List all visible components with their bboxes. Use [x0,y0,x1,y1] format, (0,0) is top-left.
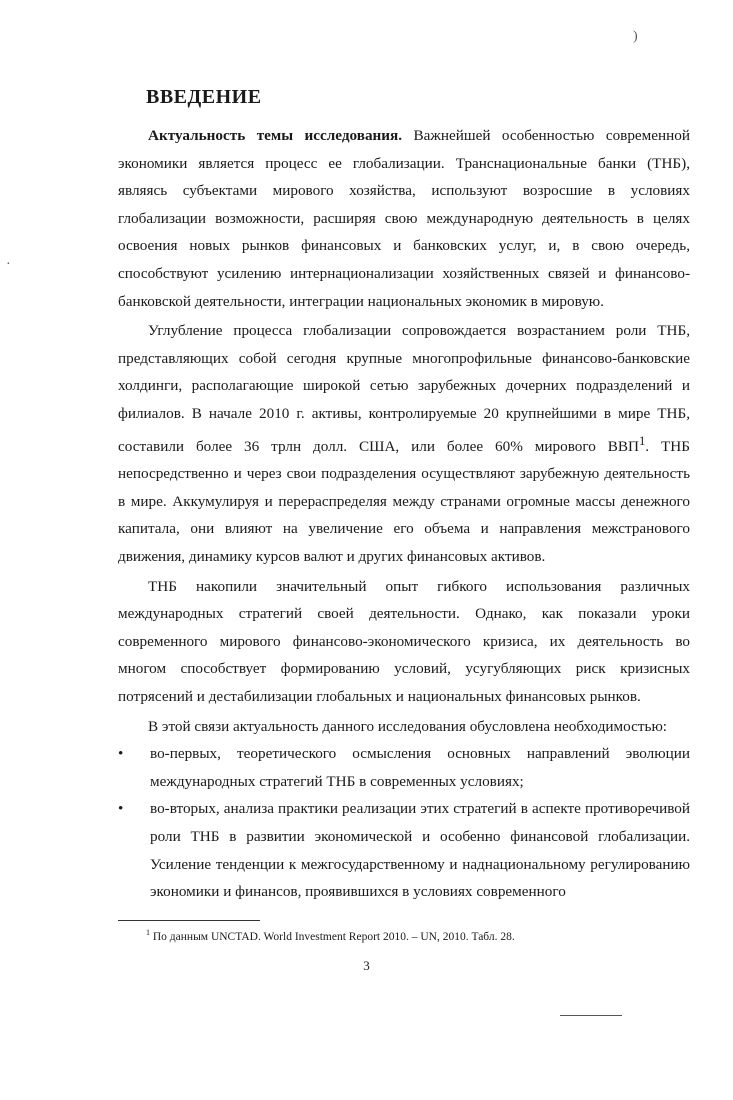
scan-mark-left: · [6,257,11,272]
bullet-item [118,795,690,905]
paragraph-necessity: В этой связи актуальность данного исследования обусловлена необходимостью: [148,717,668,735]
footnote-text: По данным UNCTAD. World Investment Report 2010. – UN, 2010. Табл. 28. [150,930,515,943]
scan-rule [560,1015,622,1016]
paragraph-text: . ТНБ непосредственно и через свои подразделения осуществляют зарубежную деятельность в мире. Аккумулируя и перераспределяя между странами огромные массы денежного капитала, они влияют на увеличение его объема и направления межстранового движения, динамику курсов валют и других финансовых активов. [118,437,690,565]
page-title: ВВЕДЕНИЕ [146,86,262,108]
footnote [146,926,515,944]
bullet-item [118,740,690,795]
page-number: 3 [363,958,370,973]
footnote-number: 1 [146,928,150,937]
paragraph-experience: ТНБ накопили значительный опыт гибкого использования различных международных стратегий своей деятельности. Однако, как показали уроки современного мирового финансово-экономического кризиса, их деятельность во многом способствует формированию условий, усугубляющих риск кризисных потрясений и дестабилизации глобальных и национальных финансовых рынков. [118,577,690,705]
paragraph-text: Важнейшей особенностью современной экономики является процесс ее глобализации. Транснациональные банки (ТНБ), являясь субъектами мирового хозяйства, используют возросшие в условиях глобализации возможности, расширяя свою международную деятельность в целях освоения новых рынков финансовых и банковских услуг, и, в свою очередь, способствуют усилению интернационализации хозяйственных связей и финансово-банковской деятельности, интеграции национальных экономик в мировую. [118,127,690,310]
bullet-text: во-вторых, анализа практики реализации этих стратегий в аспекте противоречивой роли ТНБ в развитии экономической и особенно финансовой глобализации. Усиление тенденции к межгосударственному и наднациональному регулированию экономики и финансов, проявившихся в условиях современного [150,800,690,901]
body-text [118,122,690,906]
scan-mark-top: ) [633,29,638,44]
bullet-icon: • [118,800,124,818]
footnote-reference: 1 [638,433,646,448]
bullet-text: во-первых, теоретического осмысления основных направлений эволюции международных стратегий ТНБ в современных условиях; [150,745,690,790]
paragraph-globalization [118,317,690,570]
bullet-icon: • [118,745,124,763]
paragraph-relevance [118,122,690,315]
paragraph-text: Углубление процесса глобализации сопровождается возрастанием роли ТНБ, представляющих собой сегодня крупные многопрофильные финансово-банковские холдинги, располагающие широкой сетью зарубежных дочерних подразделений и филиалов. В начале 2010 г. активы, контролируемые 20 крупнейшими в мире ТНБ, составили более 36 трлн долл. США, или более 60% мирового ВВП [118,322,690,455]
paragraph-bold-lead: Актуальность темы исследования. [148,127,403,144]
footnote-divider [118,920,260,921]
